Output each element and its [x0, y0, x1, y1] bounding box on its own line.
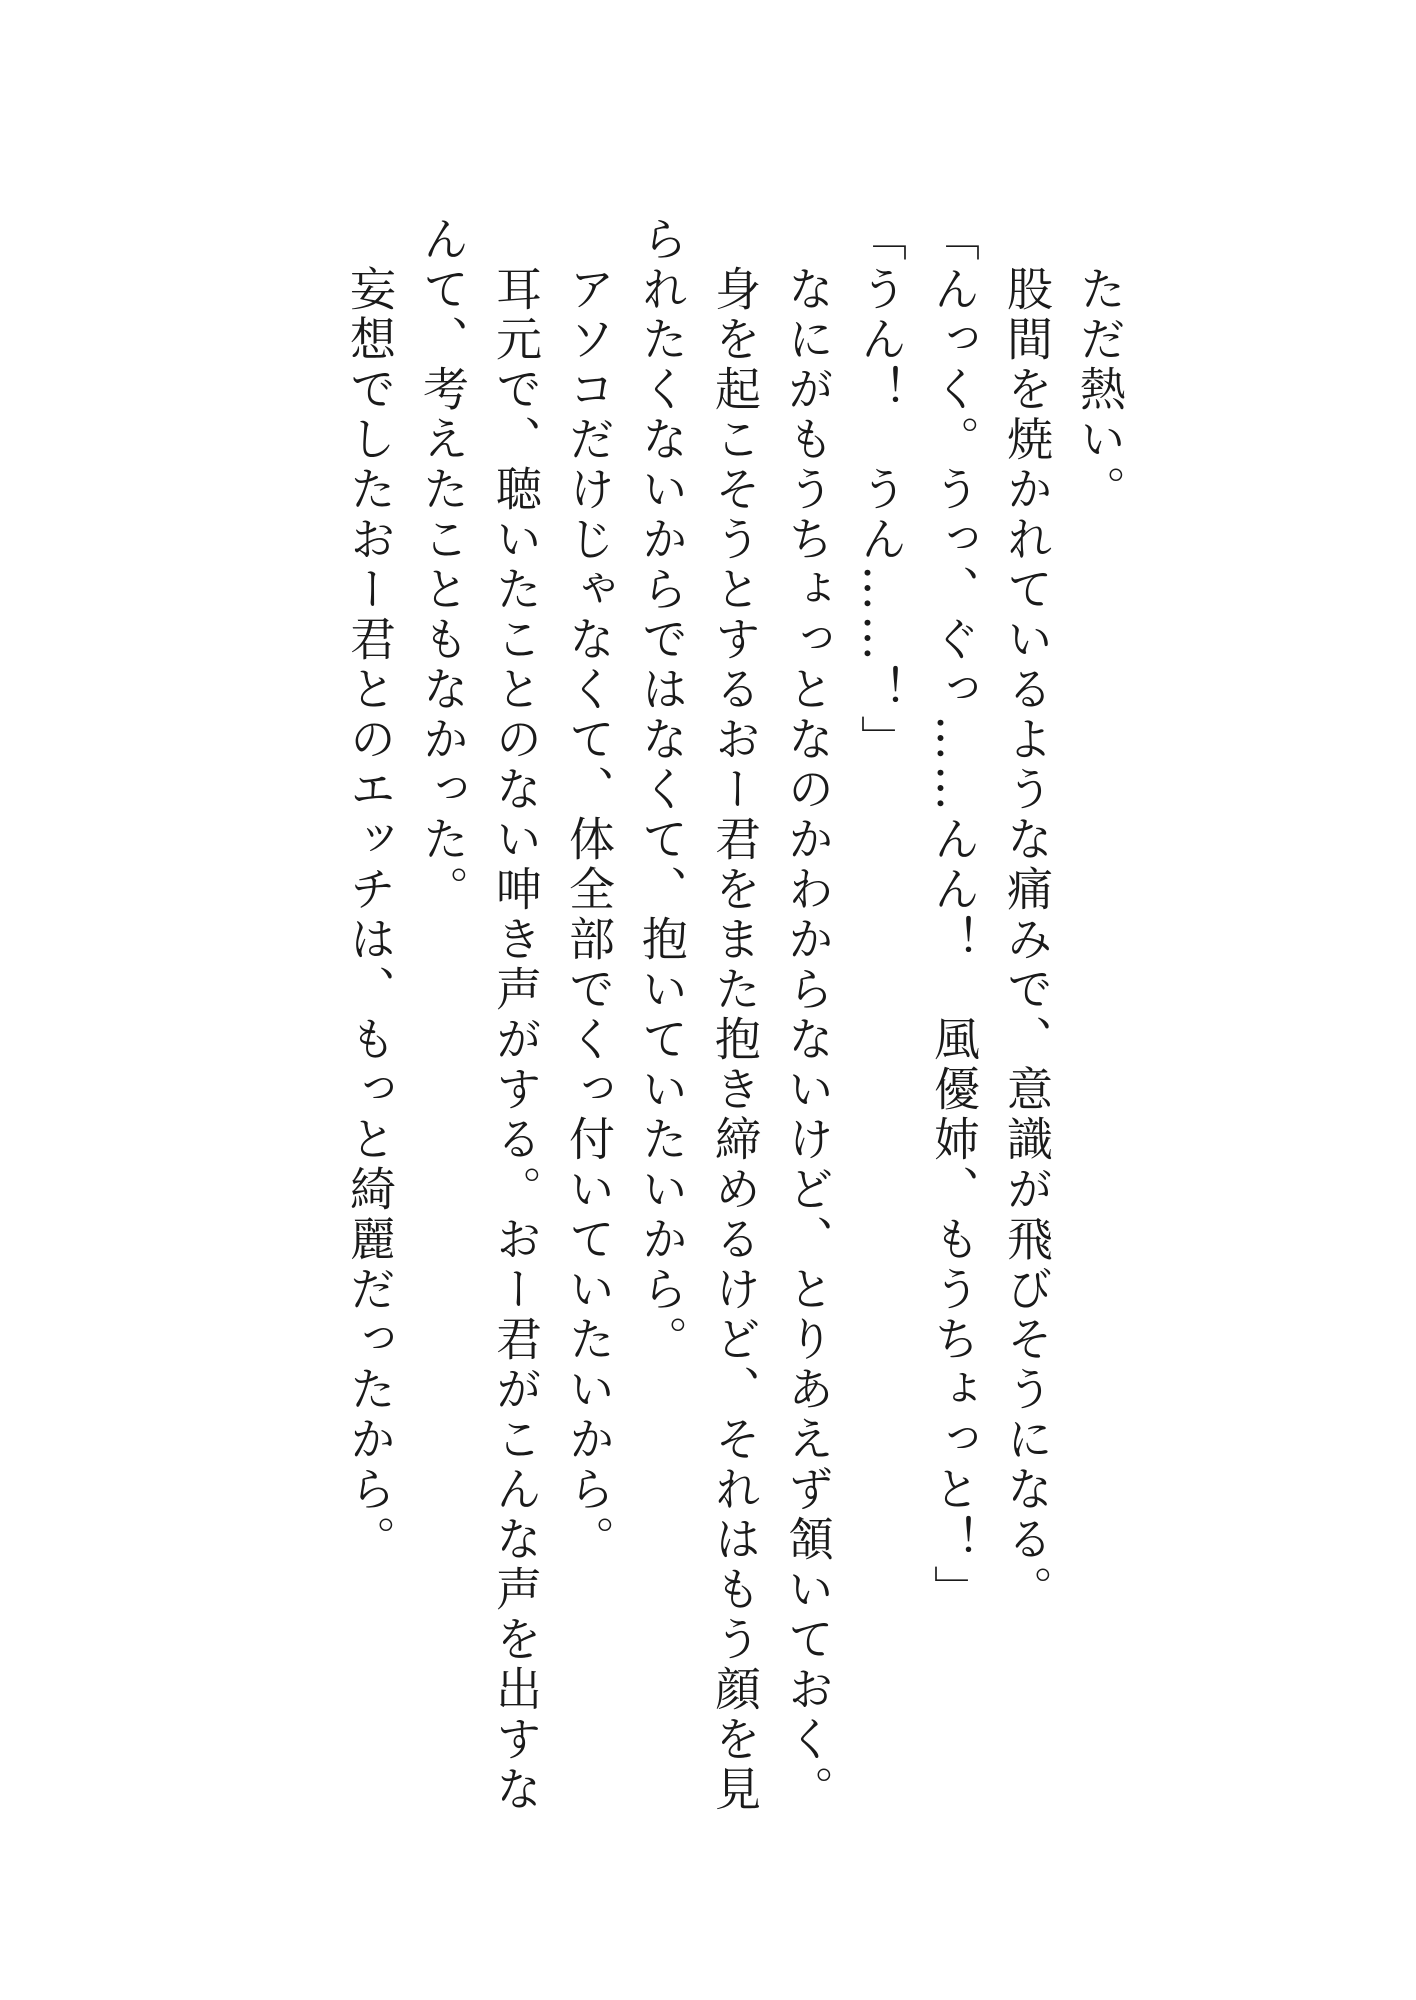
text-line: られたくないからではなくて、抱いていたいから。: [635, 215, 689, 1365]
text-line: 身を起こそうとするおー君をまた抱き締めるけど、それはもう顔を見: [708, 265, 762, 1815]
text-line: んて、考えたこともなかった。: [416, 215, 470, 915]
dialogue-line: 「んっく。うっ、ぐっ……んん！ 風優姉、もうちょっと！」: [927, 215, 981, 1615]
text-line: 股間を焼かれているような痛みで、意識が飛びそうになる。: [1000, 265, 1054, 1615]
text-line: なにがもうちょっとなのかわからないけど、とりあえず頷いておく。: [781, 265, 835, 1815]
body-text: [333, 215, 1136, 1935]
text-line: ただ熱い。: [1073, 265, 1127, 515]
dialogue-line: 「うん！ うん……！」: [854, 215, 908, 765]
text-line: 耳元で、聴いたことのない呻き声がする。おー君がこんな声を出すな: [489, 265, 543, 1815]
text-line: アソコだけじゃなくて、体全部でくっ付いていたいから。: [562, 265, 616, 1565]
text-line: 妄想でしたおー君とのエッチは、もっと綺麗だったから。: [343, 265, 397, 1565]
